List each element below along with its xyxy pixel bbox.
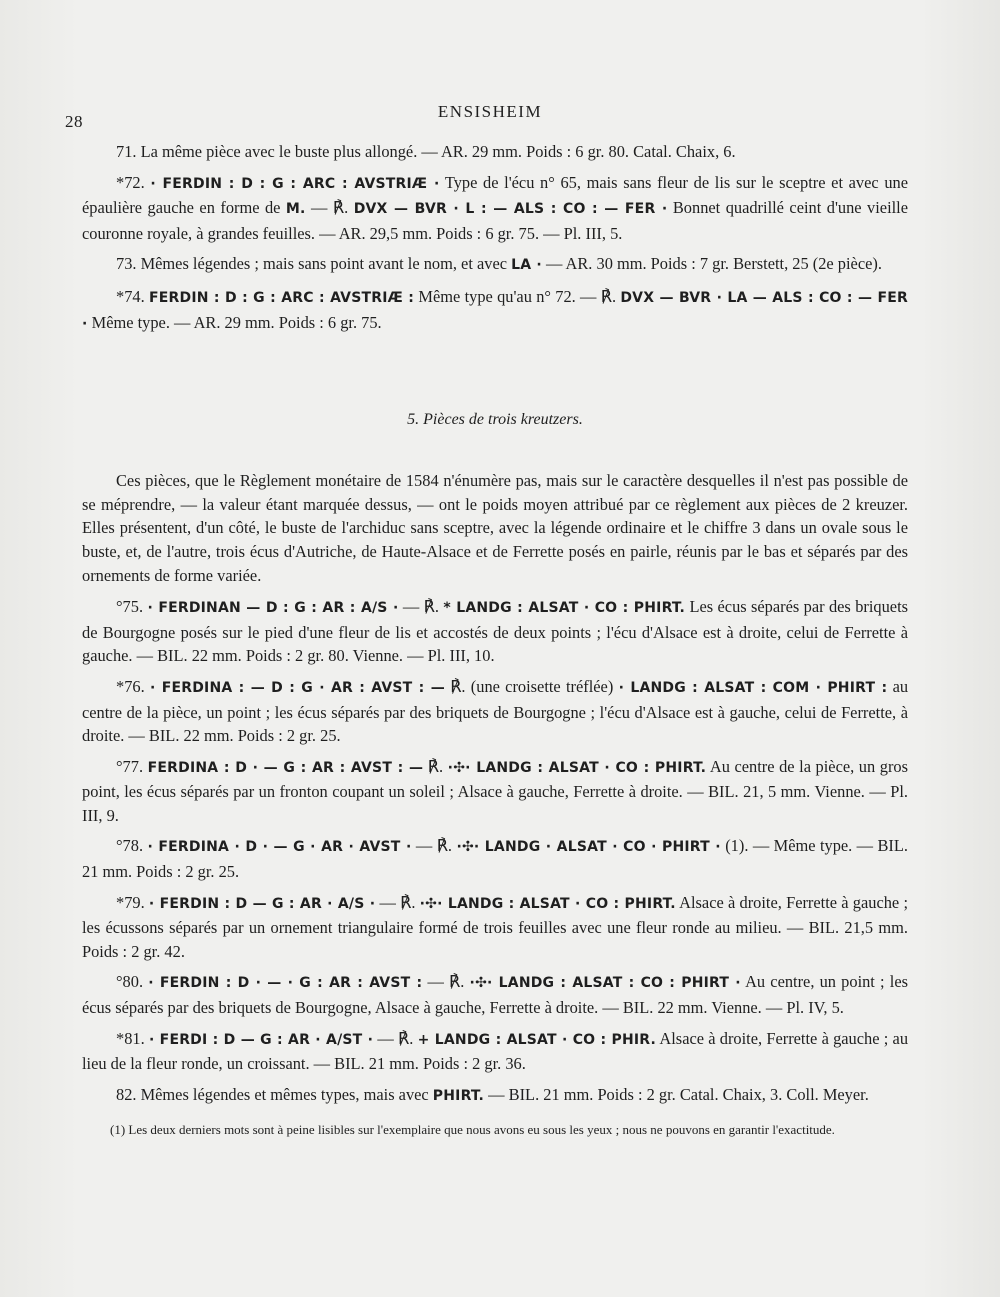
coin-legend: DVX — BVR · LA — ALS : CO : — FER · (82, 289, 908, 332)
section-spacer (82, 343, 908, 411)
catalog-entry (82, 140, 908, 164)
catalog-entry (82, 755, 908, 828)
entry-text: 71. La même pièce avec le buste plus allongé. — AR. 29 mm. Poids : 6 gr. 80. Catal. Chaix, 6. (116, 142, 736, 161)
entry-text: — ℟. (373, 1028, 418, 1048)
section-title: 5. Pièces de trois kreutzers. (407, 411, 583, 429)
entry-text: Les écus séparés par des briquets de Bourgogne posés sur le pied d'une fleur de lis et accostés de deux points ; l'écu d'Alsace est à droite, celui de Ferrette à gauche. — BIL. 22 mm. Poids : 2 gr. 80. Vienne. — Pl. III, 10. (82, 597, 909, 666)
entry-text: °75. (116, 597, 148, 617)
entry-text: *74. (116, 286, 149, 306)
entry-text: — ℟. (305, 198, 354, 218)
footnote: (1) Les deux derniers mots sont à peine lisibles sur l'exemplaire que nous avons eu sous les yeux ; nous ne pouvons en garantir l'exactitude. (110, 1122, 835, 1138)
entry-text: (1). — Même type. — BIL. 21 mm. Poids : 2 gr. 25. (82, 836, 908, 882)
catalog-entry (82, 891, 908, 964)
entry-text: au centre de la pièce, un point ; les écus séparés par des briquets de Bourgogne ; l'écu d'Alsace est à gauche, celui de Ferrette, à droite. — BIL. 22 mm. Poids : 2 gr. 25. (82, 676, 909, 746)
catalog-entry (82, 834, 908, 883)
page-body (82, 140, 908, 1138)
catalog-entry (82, 675, 908, 748)
coin-legend: ·✣· LANDG : ALSAT · CO : PHIRT. (419, 895, 676, 912)
coin-legend: · FERDINAN — D : G : AR : A/S · (147, 600, 399, 617)
entry-text: *72. (116, 172, 151, 192)
coin-legend: · FERDINA : — D : G · AR : AVST : — (149, 679, 445, 696)
entries-bottom (82, 595, 908, 1108)
catalog-entry (82, 285, 908, 336)
entry-text: — ℟. (422, 972, 470, 992)
entry-text: *81. (116, 1028, 149, 1048)
coin-legend: ·✣· LANDG : ALSAT · CO : PHIRT. (447, 759, 707, 776)
entry-text: 73. Mêmes légendes ; mais sans point avant le nom, et avec (116, 254, 512, 274)
coin-legend: · LANDG : ALSAT : COM · PHIRT : (618, 679, 888, 696)
coin-legend: · FERDIN : D : G : ARC : AVSTRIÆ · (150, 175, 440, 192)
entry-text: Au centre de la pièce, un gros point, les écus séparés par un fronton coupant un soleil ; Alsace à gauche, Ferrette à droite. — BIL. 21, 5 mm. Vienne. — Pl. III, 9. (82, 756, 909, 825)
coin-legend: · FERDIN : D — G : AR · A/S · (148, 895, 376, 912)
page-number: 28 (65, 112, 83, 131)
entry-text: — AR. 30 mm. Poids : 7 gr. Berstett, 25 (2e pièce). (541, 254, 882, 274)
coin-legend: ·✣· LANDG · ALSAT · CO · PHIRT · (456, 839, 721, 856)
entry-text: — ℟. (411, 836, 457, 856)
coin-legend: FERDINA : D · — G : AR : AVST : — (147, 759, 424, 776)
entry-text: — BIL. 21 mm. Poids : 2 gr. Catal. Chaix, 3. Coll. Meyer. (484, 1084, 869, 1104)
page-header (60, 100, 920, 130)
coin-legend: LA · (511, 257, 542, 274)
coin-legend: DVX — BVR · L : — ALS : CO : — FER · (353, 201, 668, 218)
coin-legend: + LANDG : ALSAT · CO : PHIR. (417, 1031, 657, 1048)
coin-legend: FERDIN : D : G : ARC : AVSTRIÆ : (149, 289, 415, 306)
coin-legend: · FERDINA · D · — G · AR · AVST · (147, 839, 412, 856)
coin-legend: · FERDI : D — G : AR · A/ST · (148, 1031, 374, 1048)
entry-text: °80. (116, 972, 149, 992)
entry-text: ℟. (une croisette tréflée) (444, 676, 619, 696)
running-head: ENSISHEIM (437, 102, 543, 121)
coin-legend: M. (285, 201, 306, 218)
catalog-entry (82, 595, 908, 668)
catalog-entry (82, 970, 908, 1019)
coin-legend: ·✣· LANDG : ALSAT : CO : PHIRT · (469, 975, 741, 992)
catalog-entry (82, 1027, 908, 1076)
entry-text: Bonnet quadrillé ceint d'une vieille couronne royale, à grandes feuilles. — AR. 29,5 mm. Poids : 6 gr. 75. — Pl. III, 5. (82, 198, 909, 243)
entry-text: *79. (116, 892, 149, 912)
entry-text: Type de l'écu n° 65, mais sans fleur de lis sur le sceptre et avec une épaulière gauche en forme de (82, 172, 908, 218)
catalog-entry (82, 171, 908, 246)
entry-text: Alsace à droite, Ferrette à gauche ; les écussons séparés par un ornement triangulaire formé de trois feuilles avec une fleur ronde au milieu. — BIL. 21,5 mm. Poids : 2 gr. 42. (82, 892, 908, 961)
entry-text: 82. Mêmes légendes et mêmes types, mais avec (116, 1084, 433, 1104)
entry-text: ℟. (423, 756, 448, 776)
entry-text: °78. (116, 836, 148, 856)
entry-text: Alsace à droite, Ferrette à gauche ; au lieu de la fleur ronde, un croissant. — BIL. 21 mm. Poids : 2 gr. 36. (82, 1028, 909, 1074)
entries-top (82, 140, 908, 336)
coin-legend: PHIRT. (432, 1087, 485, 1104)
coin-legend: * LANDG : ALSAT · CO : PHIRT. (443, 600, 686, 617)
entry-text: Au centre, un point ; les écus séparés par des briquets de Bourgogne, Alsace à gauche, Ferrette à droite. — BIL. 22 mm. Vienne. — Pl. IV, 5. (82, 972, 908, 1018)
entry-text: — ℟. (375, 892, 420, 912)
entry-text: *76. (116, 676, 150, 696)
entry-text: Même type. — AR. 29 mm. Poids : 6 gr. 75. (87, 312, 382, 332)
intro-paragraph: Ces pièces, que le Règlement monétaire de 1584 n'énumère pas, mais sur le caractère desquelles il n'est pas possible de se méprendre, — la valeur étant marquée dessus, — ont le poids moyen attribué par ce règlement aux pièces de 2 kreuzer. Elles présentent, d'un côté, le buste de l'archiduc sans sceptre, avec la légende ordinaire et le chiffre 3 dans un ovale sous le buste, et, de l'autre, trois écus d'Autriche, de Haute-Alsace et de Ferrette posés en pairle, réunis par le bas et séparés par des ornements de forme variée. (82, 471, 908, 585)
catalog-entry (82, 252, 908, 278)
entry-text: Même type qu'au n° 72. — ℟. (414, 286, 621, 306)
entry-text: °77. (116, 756, 148, 776)
coin-legend: · FERDIN : D · — · G : AR : AVST : (148, 975, 423, 992)
catalog-entry (82, 1083, 908, 1109)
entry-text: — ℟. (398, 597, 444, 617)
